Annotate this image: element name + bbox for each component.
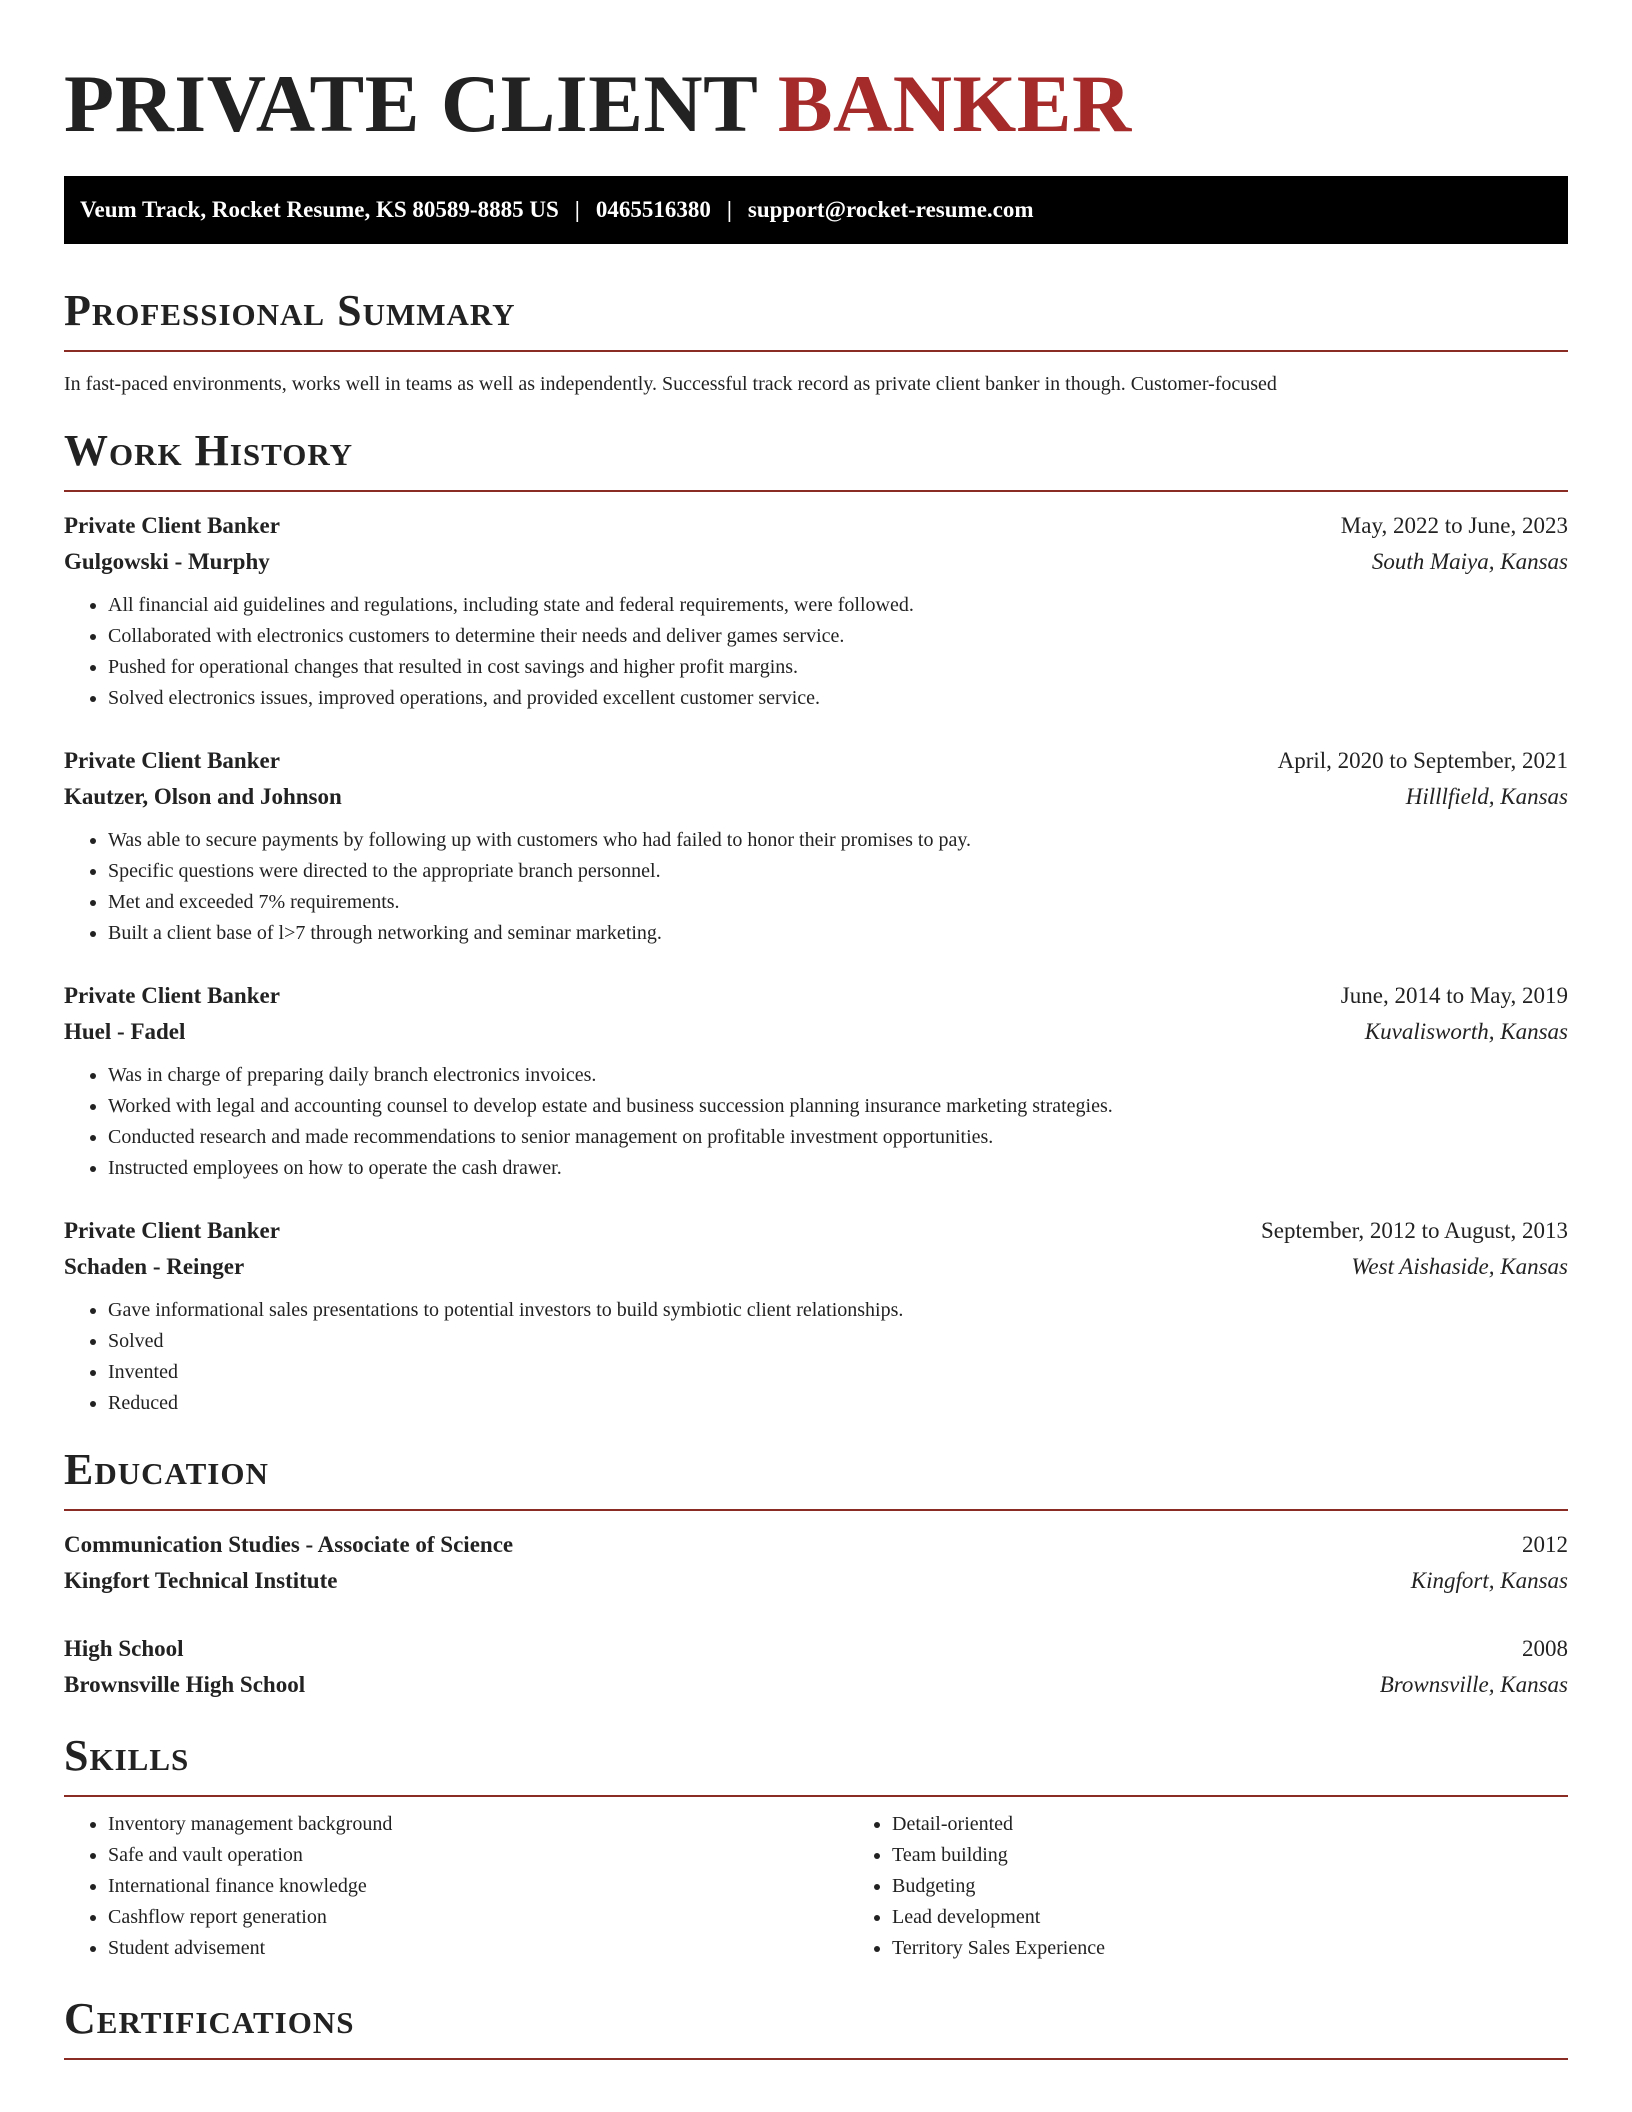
- job-header: [64, 978, 1568, 1014]
- skill-item: • International finance knowledge: [108, 1871, 848, 1902]
- section-divider: [64, 1509, 1568, 1511]
- job-entry: [64, 743, 1568, 949]
- job-entry: [64, 1213, 1568, 1419]
- list-item: • Invented: [108, 1357, 1568, 1388]
- job-title: Private Client Banker: [64, 513, 280, 538]
- section-heading: Education: [64, 1445, 269, 1494]
- skills-section: [64, 1731, 1568, 1964]
- title-main: PRIVATE CLIENT: [64, 58, 757, 149]
- list-item: • Reduced: [108, 1388, 1568, 1419]
- list-item: • Was able to secure payments by following up with customers who had failed to honor their promises to pay.: [108, 825, 1568, 856]
- job-company: Kautzer, Olson and Johnson: [64, 784, 342, 809]
- section-divider: [64, 490, 1568, 492]
- skill-item: • Budgeting: [892, 1871, 1632, 1902]
- skill-item: • Safe and vault operation: [108, 1840, 848, 1871]
- job-company: Gulgowski - Murphy: [64, 549, 270, 574]
- job-location: Kuvalisworth, Kansas: [1364, 1019, 1568, 1044]
- section-heading: Certifications: [64, 1994, 355, 2043]
- job-header: [64, 1213, 1568, 1249]
- list-item: • All financial aid guidelines and regulations, including state and federal requirements, were followed.: [108, 590, 1568, 621]
- resume-title: [64, 0, 1568, 156]
- list-item: • Specific questions were directed to the appropriate branch personnel.: [108, 856, 1568, 887]
- section-heading: Professional Summary: [64, 286, 516, 335]
- job-bullets: [64, 1295, 1568, 1419]
- education-entry: [64, 1527, 1568, 1599]
- skills-list-right: [848, 1809, 1632, 1964]
- summary-section: [64, 286, 1568, 398]
- list-item: • Met and exceeded 7% requirements.: [108, 887, 1568, 918]
- list-item: • Collaborated with electronics customers to determine their needs and deliver games service.: [108, 621, 1568, 652]
- section-divider: [64, 2058, 1568, 2060]
- job-title: Private Client Banker: [64, 748, 280, 773]
- job-subheader: [64, 1014, 1568, 1050]
- job-company: Huel - Fadel: [64, 1019, 186, 1044]
- education-location: Brownsville, Kansas: [1379, 1672, 1568, 1697]
- education-section: [64, 1445, 1568, 1703]
- job-location: West Aishaside, Kansas: [1351, 1254, 1568, 1279]
- education-subheader: [64, 1563, 1568, 1599]
- contact-separator: |: [726, 197, 732, 222]
- education-location: Kingfort, Kansas: [1410, 1568, 1568, 1593]
- education-school: Brownsville High School: [64, 1672, 306, 1697]
- skills-list-left: [64, 1809, 848, 1964]
- job-dates: September, 2012 to August, 2013: [1260, 1218, 1568, 1243]
- skill-item: • Cashflow report generation: [108, 1902, 848, 1933]
- job-bullets: [64, 1060, 1568, 1184]
- list-item: • Was in charge of preparing daily branch electronics invoices.: [108, 1060, 1568, 1091]
- education-subheader: [64, 1667, 1568, 1703]
- list-item: • Built a client base of l>7 through networking and seminar marketing.: [108, 918, 1568, 949]
- skills-grid: [64, 1809, 1568, 1964]
- skill-item: • Territory Sales Experience: [892, 1933, 1632, 1964]
- list-item: • Solved electronics issues, improved operations, and provided excellent customer service.: [108, 683, 1568, 714]
- list-item: • Gave informational sales presentations to potential investors to build symbiotic client relationships.: [108, 1295, 1568, 1326]
- section-divider: [64, 1795, 1568, 1797]
- education-degree: Communication Studies - Associate of Science: [64, 1532, 514, 1557]
- skill-item: • Team building: [892, 1840, 1632, 1871]
- job-dates: May, 2022 to June, 2023: [1340, 513, 1568, 538]
- job-entry: [64, 978, 1568, 1184]
- education-year: 2012: [1522, 1532, 1568, 1557]
- contact-email: support@rocket-resume.com: [747, 197, 1034, 222]
- skill-item: • Detail-oriented: [892, 1809, 1632, 1840]
- list-item: • Solved: [108, 1326, 1568, 1357]
- list-item: • Instructed employees on how to operate the cash drawer.: [108, 1153, 1568, 1184]
- skill-item: • Lead development: [892, 1902, 1632, 1933]
- job-company: Schaden - Reinger: [64, 1254, 245, 1279]
- work-history-section: [64, 426, 1568, 1419]
- job-header: [64, 743, 1568, 779]
- job-location: South Maiya, Kansas: [1371, 549, 1568, 574]
- education-degree: High School: [64, 1636, 184, 1661]
- list-item: • Conducted research and made recommendations to senior management on profitable investment opportunities.: [108, 1122, 1568, 1153]
- job-dates: June, 2014 to May, 2019: [1340, 983, 1568, 1008]
- education-school: Kingfort Technical Institute: [64, 1568, 338, 1593]
- job-bullets: [64, 825, 1568, 949]
- education-year: 2008: [1522, 1636, 1568, 1661]
- certifications-section: [64, 1994, 1568, 2060]
- section-heading: Skills: [64, 1731, 190, 1780]
- contact-address: Veum Track, Rocket Resume, KS 80589-8885 US: [80, 197, 559, 222]
- education-header: [64, 1631, 1568, 1667]
- job-entry: [64, 508, 1568, 714]
- section-divider: [64, 350, 1568, 352]
- job-dates: April, 2020 to September, 2021: [1277, 748, 1568, 773]
- job-subheader: [64, 544, 1568, 580]
- section-heading: Work History: [64, 426, 354, 475]
- contact-separator: |: [574, 197, 580, 222]
- job-header: [64, 508, 1568, 544]
- education-header: [64, 1527, 1568, 1563]
- job-subheader: [64, 1249, 1568, 1285]
- job-subheader: [64, 779, 1568, 815]
- contact-bar: [64, 176, 1568, 244]
- list-item: • Worked with legal and accounting counsel to develop estate and business succession planning insurance marketing strategies.: [108, 1091, 1568, 1122]
- skill-item: • Inventory management background: [108, 1809, 848, 1840]
- job-location: Hilllfield, Kansas: [1405, 784, 1568, 809]
- education-entry: [64, 1631, 1568, 1703]
- contact-phone: 0465516380: [595, 197, 711, 222]
- list-item: • Pushed for operational changes that resulted in cost savings and higher profit margins.: [108, 652, 1568, 683]
- job-title: Private Client Banker: [64, 983, 280, 1008]
- summary-text: In fast-paced environments, works well in teams as well as independently. Successful track record as private client banker in though. Customer-focused: [64, 373, 1277, 395]
- skill-item: • Student advisement: [108, 1933, 848, 1964]
- title-accent: BANKER: [777, 58, 1132, 149]
- job-title: Private Client Banker: [64, 1218, 280, 1243]
- job-bullets: [64, 590, 1568, 714]
